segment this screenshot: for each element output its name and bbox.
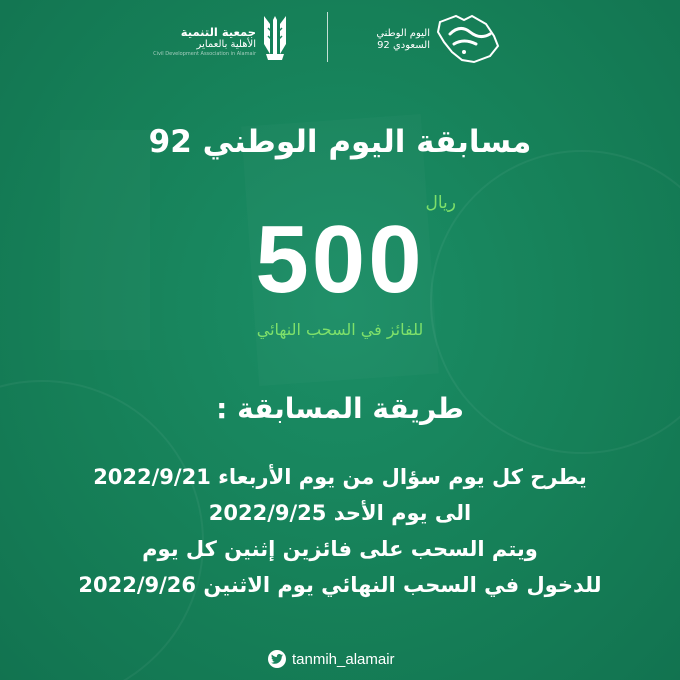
national-logo-title: اليوم الوطني [376, 28, 430, 39]
rule-line: للدخول في السحب النهائي يوم الاثنين 2022/9/26 [78, 573, 602, 597]
society-logo-english: Civil Development Association in Alamair [153, 51, 256, 57]
saudi-map-icon [434, 12, 502, 66]
currency-label: ريال [425, 193, 456, 213]
society-logo-title: جمعية التنمية [180, 25, 256, 39]
wheat-emblem-icon [260, 14, 290, 64]
rules-list [60, 459, 620, 603]
prize-caption: للفائز في السحب النهائي [256, 320, 424, 339]
competition-title: مسابقة اليوم الوطني 92 [148, 124, 532, 160]
national-day-logo [352, 12, 502, 66]
method-title: طريقة المسابقة : [216, 392, 464, 425]
national-logo-subtitle: السعودي 92 [377, 40, 430, 51]
header-divider [327, 12, 328, 62]
society-logo [153, 12, 290, 66]
rule-line: الى يوم الأحد 2022/9/25 [208, 501, 472, 525]
twitter-icon [268, 650, 286, 668]
rule-line: ويتم السحب على فائزين إثنين كل يوم [142, 537, 538, 561]
rule-line: يطرح كل يوم سؤال من يوم الأربعاء 2022/9/21 [93, 465, 587, 489]
society-logo-subtitle: الأهلية بالعماير [196, 39, 256, 50]
prize-amount: 500 [255, 206, 425, 313]
background-pattern [60, 130, 150, 350]
social-handle[interactable] [268, 647, 395, 671]
twitter-handle[interactable]: tanmih_alamair [292, 650, 395, 668]
